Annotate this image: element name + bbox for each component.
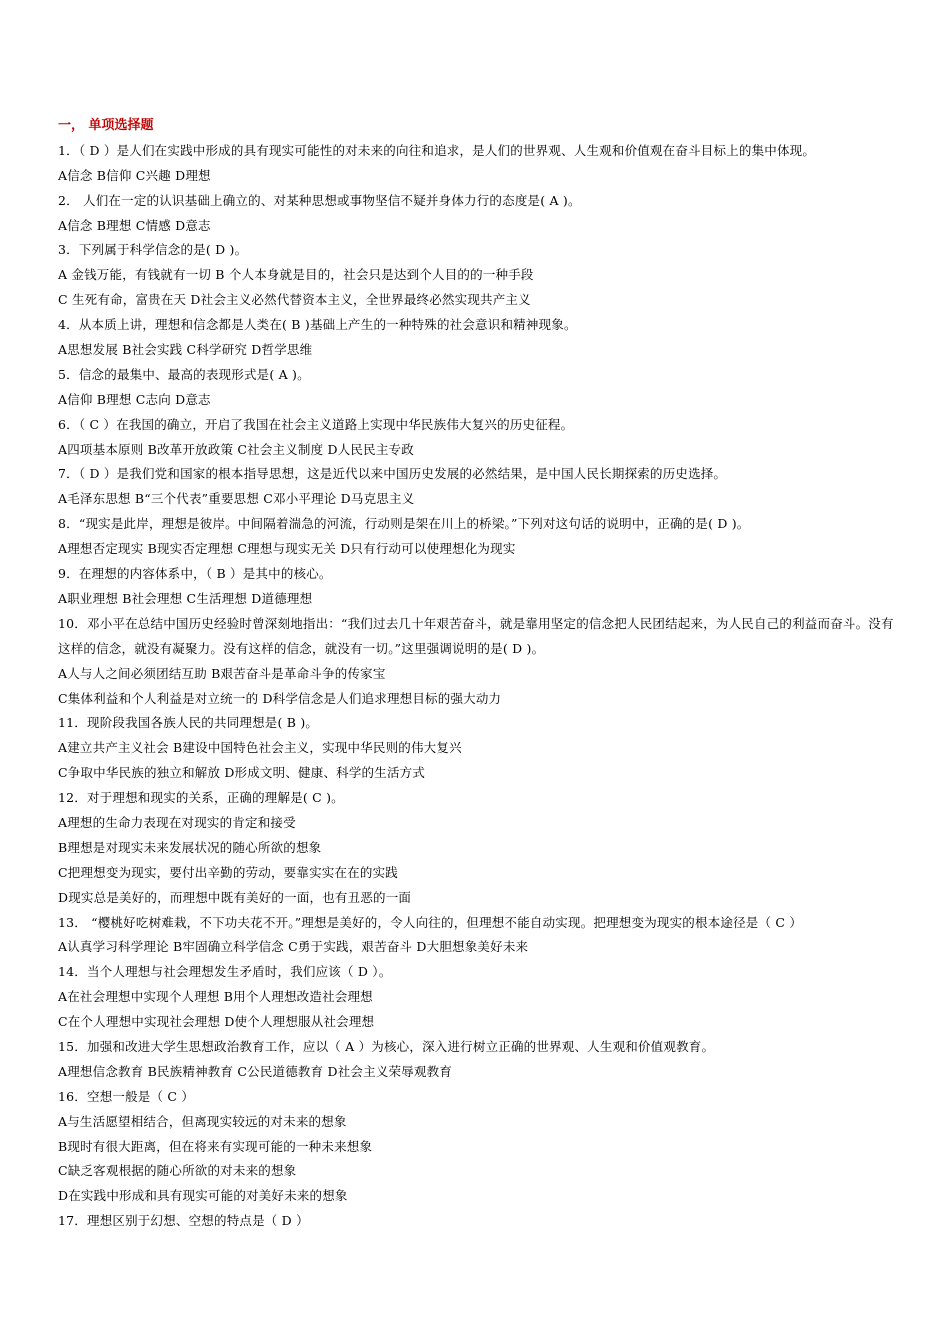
options-13: A认真学习科学理论 B牢固确立科学信念 C勇于实践，艰苦奋斗 D大胆想象美好未来 [58, 939, 529, 955]
question-14: 14．当个人理想与社会理想发生矛盾时，我们应该（ D ）。 [58, 964, 392, 980]
option-16-c: C缺乏客观根据的随心所欲的对未来的想象 [58, 1163, 297, 1179]
document-page [58, 114, 898, 1234]
question-6: 6．（ C ）在我国的确立，开启了我国在社会主义道路上实现中华民族伟大复兴的历史征程。 [58, 416, 574, 432]
option-12-a: A理想的生命力表现在对现实的肯定和接受 [58, 814, 296, 830]
options-6: A四项基本原则 B改革开放政策 C社会主义制度 D人民民主专政 [58, 441, 414, 457]
options-5: A信仰 B理想 C志向 D意志 [58, 391, 211, 407]
options-14-cd: C在个人理想中实现社会理想 D使个人理想服从社会理想 [58, 1014, 375, 1030]
options-15: A理想信念教育 B民族精神教育 C公民道德教育 D社会主义荣辱观教育 [58, 1063, 453, 1079]
options-11-cd: C争取中华民族的独立和解放 D形成文明、健康、科学的生活方式 [58, 765, 426, 781]
question-9: 9．在理想的内容体系中，（ B ）是其中的核心。 [58, 566, 332, 582]
question-7: 7．（ D ）是我们党和国家的根本指导思想，这是近代以来中国历史发展的必然结果，是中国人民长期探索的历史选择。 [58, 466, 727, 482]
option-16-a: A与生活愿望相结合，但离现实较远的对未来的想象 [58, 1113, 347, 1129]
question-13: 13． “樱桃好吃树难栽，不下功夫花不开。”理想是美好的，令人向往的，但理想不能自动实现。把理想变为现实的根本途径是（ C ） [58, 914, 803, 930]
options-9: A职业理想 B社会理想 C生活理想 D道德理想 [58, 590, 313, 606]
question-4: 4．从本质上讲，理想和信念都是人类在( B )基础上产生的一种特殊的社会意识和精神现象。 [58, 317, 577, 333]
options-3-cd: C 生死有命，富贵在天 D社会主义必然代替资本主义，全世界最终必然实现共产主义 [58, 292, 531, 308]
section-title: 一， 单项选择题 [58, 118, 154, 133]
options-4: A思想发展 B社会实践 C科学研究 D哲学思维 [58, 342, 313, 358]
options-7: A毛泽东思想 B“三个代表”重要思想 C邓小平理论 D马克思主义 [58, 491, 415, 507]
question-15: 15．加强和改进大学生思想政治教育工作，应以（ A ）为核心，深入进行树立正确的世界观、人生观和价值观教育。 [58, 1039, 715, 1055]
question-11: 11．现阶段我国各族人民的共同理想是( B )。 [58, 715, 319, 731]
options-1: A信念 B信仰 C兴趣 D理想 [58, 167, 211, 183]
question-2: 2． 人们在一定的认识基础上确立的、对某种思想或事物坚信不疑并身体力行的态度是( A )。 [58, 192, 581, 208]
options-2: A信念 B理想 C情感 D意志 [58, 217, 211, 233]
options-3-ab: A 金钱万能，有钱就有一切 B 个人本身就是目的，社会只是达到个人目的的一种手段 [58, 267, 534, 283]
option-12-b: B理想是对现实未来发展状况的随心所欲的想象 [58, 839, 322, 855]
question-16: 16．空想一般是（ C ） [58, 1088, 195, 1104]
options-14-ab: A在社会理想中实现个人理想 B用个人理想改造社会理想 [58, 989, 373, 1005]
question-3: 3．下列属于科学信念的是( D )。 [58, 242, 248, 258]
question-5: 5．信念的最集中、最高的表现形式是( A )。 [58, 366, 310, 382]
question-1: 1．（ D ）是人们在实践中形成的具有现实可能性的对未来的向往和追求，是人们的世界观、人生观和价值观在奋斗目标上的集中体现。 [58, 142, 816, 158]
option-12-c: C把理想变为现实，要付出辛勤的劳动，要靠实实在在的实践 [58, 864, 398, 880]
options-11-ab: A建立共产主义社会 B建设中国特色社会主义，实现中华民则的伟大复兴 [58, 740, 462, 756]
question-10: 10．邓小平在总结中国历史经验时曾深刻地指出：“我们过去几十年艰苦奋斗，就是靠用坚定的信念把人民团结起来，为人民自己的利益而奋斗。没有这样的信念，就没有凝聚力。没有这样的信念，就没有一切。”这里强调说明的是( D )。 [58, 615, 894, 656]
options-10-ab: A人与人之间必须团结互助 B艰苦奋斗是革命斗争的传家宝 [58, 665, 386, 681]
question-17: 17．理想区别于幻想、空想的特点是（ D ） [58, 1213, 309, 1229]
question-12: 12．对于理想和现实的关系，正确的理解是( C )。 [58, 790, 344, 806]
options-8: A理想否定现实 B现实否定理想 C理想与现实无关 D只有行动可以使理想化为现实 [58, 541, 516, 557]
option-16-d: D在实践中形成和具有现实可能的对美好未来的想象 [58, 1188, 348, 1204]
question-8: 8．“现实是此岸，理想是彼岸。中间隔着湍急的河流，行动则是架在川上的桥梁。”下列对这句话的说明中，正确的是( D )。 [58, 516, 750, 532]
options-10-cd: C集体利益和个人利益是对立统一的 D科学信念是人们追求理想目标的强大动力 [58, 690, 502, 706]
option-12-d: D现实总是美好的，而理想中既有美好的一面，也有丑恶的一面 [58, 889, 412, 905]
option-16-b: B现时有很大距离，但在将来有实现可能的一种未来想象 [58, 1138, 373, 1154]
